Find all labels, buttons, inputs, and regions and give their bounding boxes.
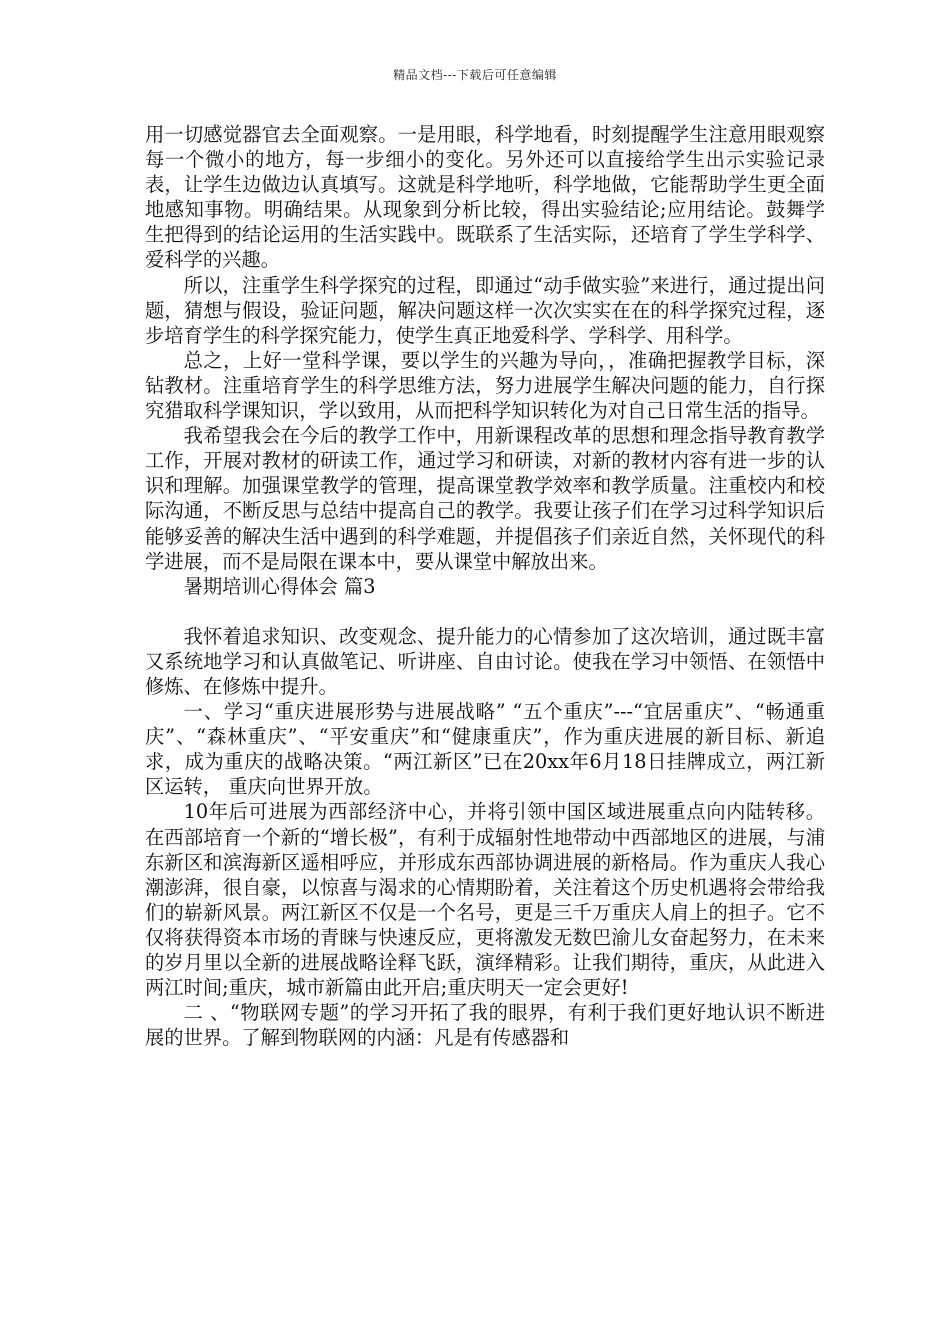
section-heading: 暑期培训心得体会 篇3 — [183, 574, 376, 598]
paragraph: 我希望我会在今后的教学工作中，用新课程改革的思想和理念指导教育教学工作，开展对教材的研读工作，通过学习和研读，对新的教材内容有进一步的认识和理解。加强课堂教学的管理，提高课堂教学效率和教学质量。注重校内和校际沟通，不断反思与总结中提高自己的教学。我要让孩子们在学习过科学知识后能够妥善的解决生活中遇到的科学难题，并提倡孩子们亲近自然，关怀现代的科学进展，而不是局限在课本中，要从课堂中解放出来。 — [145, 424, 825, 573]
paragraph: 一、学习“重庆进展形势与进展战略” “五个重庆”---“宜居重庆”、“畅通重庆”、“森林重庆”、“平安重庆”和“健康重庆”，作为重庆进展的新目标、新追求，成为重庆的战略决策。“两江新区”已在20xx年6月18日挂牌成立，两江新区运转， 重庆向世界开放。 — [145, 700, 825, 799]
paragraph: 所以，注重学生科学探究的过程，即通过“动手做实验”来进行，通过提出问题，猜想与假设，验证问题，解决问题这样一次次实实在在的科学探究过程，逐步培育学生的科学探究能力，使学生真正地爱科学、学科学、用科学。 — [145, 273, 825, 347]
document-body — [145, 122, 825, 1050]
paragraph: 总之，上好一堂科学课，要以学生的兴趣为导向，，准确把握教学目标，深钻教材。注重培育学生的科学思维方法，努力进展学生解决问题的能力，自行探究猎取科学课知识，学以致用，从而把科学知识转化为对自己日常生活的指导。 — [145, 348, 825, 423]
paragraph: 10年后可进展为西部经济中心，并将引领中国区域进展重点向内陆转移。在西部培育一个新的“增长极”，有利于成辐射性地带动中西部地区的进展，与浦东新区和滨海新区遥相呼应，并形成东西部协调进展的新格局。作为重庆人我心潮澎湃，很自豪，以惊喜与渴求的心情期盼着，关注着这个历史机遇将会带给我们的崭新风景。两江新区不仅是一个名号，更是三千万重庆人肩上的担子。它不仅将获得资本市场的青睐与快速反应，更将激发无数巴渝儿女奋起努力，在未来的岁月里以全新的进展战略诠释飞跃，演绎精彩。让我们期待，重庆，从此进入两江时间;重庆，城市新篇由此开启;重庆明天一定会更好! — [145, 800, 825, 1000]
paragraph: 二 、“物联网专题”的学习开拓了我的眼界，有利于我们更好地认识不断进展的世界。了解到物联网的内涵：凡是有传感器和 — [145, 1001, 825, 1050]
page-header: 精品文档---下载后可任意编辑 — [393, 68, 557, 82]
paragraph: 我怀着追求知识、改变观念、提升能力的心情参加了这次培训，通过既丰富又系统地学习和认真做笔记、听讲座、自由讨论。使我在学习中领悟、在领悟中修炼、在修炼中提升。 — [145, 624, 825, 698]
paragraph-continued: 用一切感觉器官去全面观察。一是用眼，科学地看，时刻提醒学生注意用眼观察每一个微小的地方，每一步细小的变化。另外还可以直接给学生出示实验记录表，让学生边做边认真填写。这就是科学地听，科学地做，它能帮助学生更全面地感知事物。明确结果。从现象到分析比较，得出实验结论;应用结论。鼓舞学生把得到的结论运用的生活实践中。既联系了生活实际，还培育了学生学科学、爱科学的兴趣。 — [145, 123, 825, 272]
